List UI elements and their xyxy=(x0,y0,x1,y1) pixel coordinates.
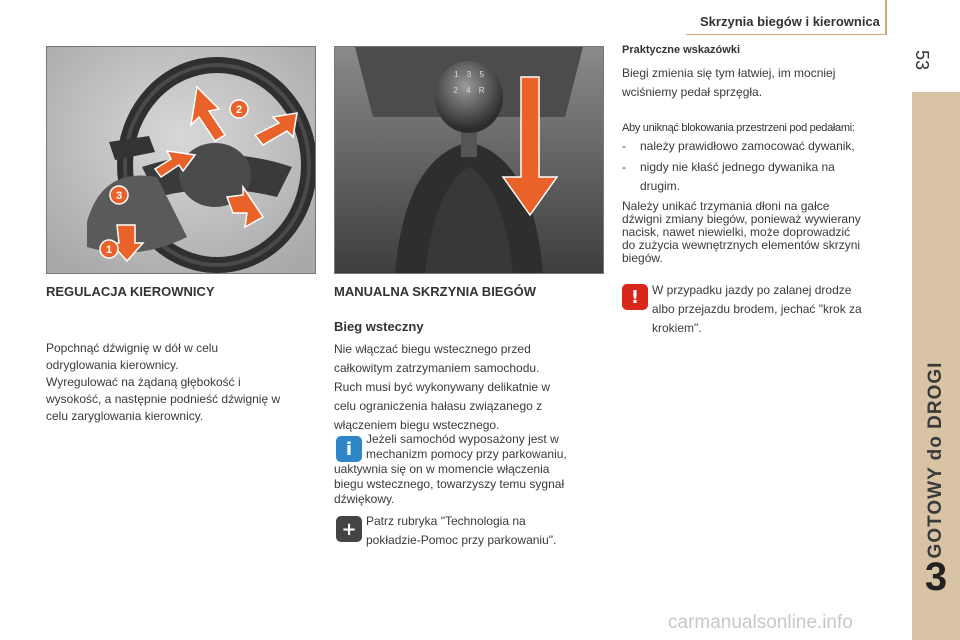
warning-icon: ! xyxy=(622,284,648,310)
text-line: Patrz rubryka "Technologia na xyxy=(366,514,526,528)
text-line: wciśniemy pedał sprzęgła. xyxy=(622,85,763,99)
info-icon: i xyxy=(336,436,362,462)
gear-3: 3 xyxy=(466,70,472,79)
info-note xyxy=(334,432,604,507)
text-line: W przypadku jazdy po zalanej drodze xyxy=(652,283,852,297)
text-line: odryglowania kierownicy. xyxy=(46,358,179,372)
text-line: dźwiękowy. xyxy=(334,492,395,506)
steering-wheel-illustration xyxy=(47,47,315,273)
gear-r: R xyxy=(478,86,485,95)
text-line: albo przejazdu brodem, jechać "krok za xyxy=(652,302,862,316)
gear-1: 1 xyxy=(454,70,459,79)
steering-section-title: REGULACJA KIEROWNICY xyxy=(46,284,215,299)
text-line: nacisk, nawet niewielki, może doprowadzić xyxy=(622,225,851,239)
header-divider xyxy=(686,34,886,35)
svg-text:1 3 5 xyxy=(454,70,484,79)
warning-note xyxy=(652,281,897,338)
gear-5: 5 xyxy=(479,70,484,79)
watermark: carmanualsonline.info xyxy=(668,612,853,633)
see-also-note xyxy=(366,512,606,550)
tips-title: Praktyczne wskazówki xyxy=(622,44,741,56)
pedal-title: Aby uniknąć blokowania przestrzeni pod pedałami: xyxy=(622,122,855,134)
text-line: biegu wstecznego, towarzyszy temu sygnał xyxy=(334,477,565,491)
tips-paragraph xyxy=(622,64,892,102)
reverse-gear-paragraph xyxy=(334,340,604,435)
list-dash: - xyxy=(622,160,626,174)
hand-paragraph xyxy=(622,200,897,265)
text-line: drugim. xyxy=(640,179,681,193)
header-section-title: Skrzynia biegów i kierownica xyxy=(700,14,880,29)
text-line: należy prawidłowo zamocować dywanik, xyxy=(640,139,855,153)
gear-2: 2 xyxy=(453,86,458,95)
list-item xyxy=(622,138,892,155)
text-line: nigdy nie kłaść jednego dywanika na xyxy=(640,160,835,174)
text-line: Należy unikać trzymania dłoni na gałce xyxy=(622,199,830,213)
text-line: celu zaryglowania kierownicy. xyxy=(46,409,204,423)
text-line: krokiem". xyxy=(652,321,702,335)
header-tick xyxy=(885,0,887,35)
steering-paragraph xyxy=(46,340,326,425)
text-line: włączeniem biegu wstecznego. xyxy=(334,418,500,432)
text-line: Biegi zmienia się tym łatwiej, im mocniej xyxy=(622,66,836,80)
text-line: Popchnąć dźwignię w dół w celu xyxy=(46,341,219,355)
marker-2: 2 xyxy=(235,104,243,116)
gear-4: 4 xyxy=(466,86,471,95)
chapter-title xyxy=(912,360,960,560)
text-line: mechanizm pomocy przy parkowaniu, xyxy=(366,447,567,461)
text-line: biegów. xyxy=(622,251,663,265)
reverse-gear-subtitle: Bieg wsteczny xyxy=(334,319,424,334)
text-line: pokładzie-Pomoc przy parkowaniu". xyxy=(366,533,557,547)
list-item xyxy=(622,158,892,196)
gearknob-photo xyxy=(334,46,604,274)
text-line: Wyregulować na żądaną głębokość i xyxy=(46,375,241,389)
text-line: Ruch musi być wykonywany delikatnie w xyxy=(334,380,551,394)
gearbox-section-title: MANUALNA SKRZYNIA BIEGÓW xyxy=(334,284,536,299)
text-line: celu ograniczenia hałasu związanego z xyxy=(334,399,543,413)
text-line: dźwigni zmiany biegów, ponieważ wywierany xyxy=(622,212,861,226)
text-line: całkowitym zatrzymaniem samochodu. xyxy=(334,361,540,375)
chapter-number: 3 xyxy=(924,555,948,599)
text-line: Jeżeli samochód wyposażony jest w xyxy=(366,432,559,446)
plus-icon: + xyxy=(336,516,362,542)
list-dash: - xyxy=(622,139,626,153)
svg-text:2 4 R xyxy=(453,86,484,95)
gearknob-illustration xyxy=(335,47,603,273)
text-line: wysokość, a następnie podnieść dźwignię w xyxy=(46,392,281,406)
text-line: uaktywnia się on w momencie włączenia xyxy=(334,462,550,476)
marker-1: 1 xyxy=(105,244,113,256)
text-line: Nie włączać biegu wstecznego przed xyxy=(334,342,531,356)
page-number: 53 xyxy=(912,50,932,71)
steering-wheel-photo xyxy=(46,46,316,274)
text-line: do zużycia wewnętrznych elementów skrzyni xyxy=(622,238,861,252)
chapter-title-text: GOTOWY do DROGI xyxy=(925,361,946,559)
marker-3: 3 xyxy=(115,190,123,202)
